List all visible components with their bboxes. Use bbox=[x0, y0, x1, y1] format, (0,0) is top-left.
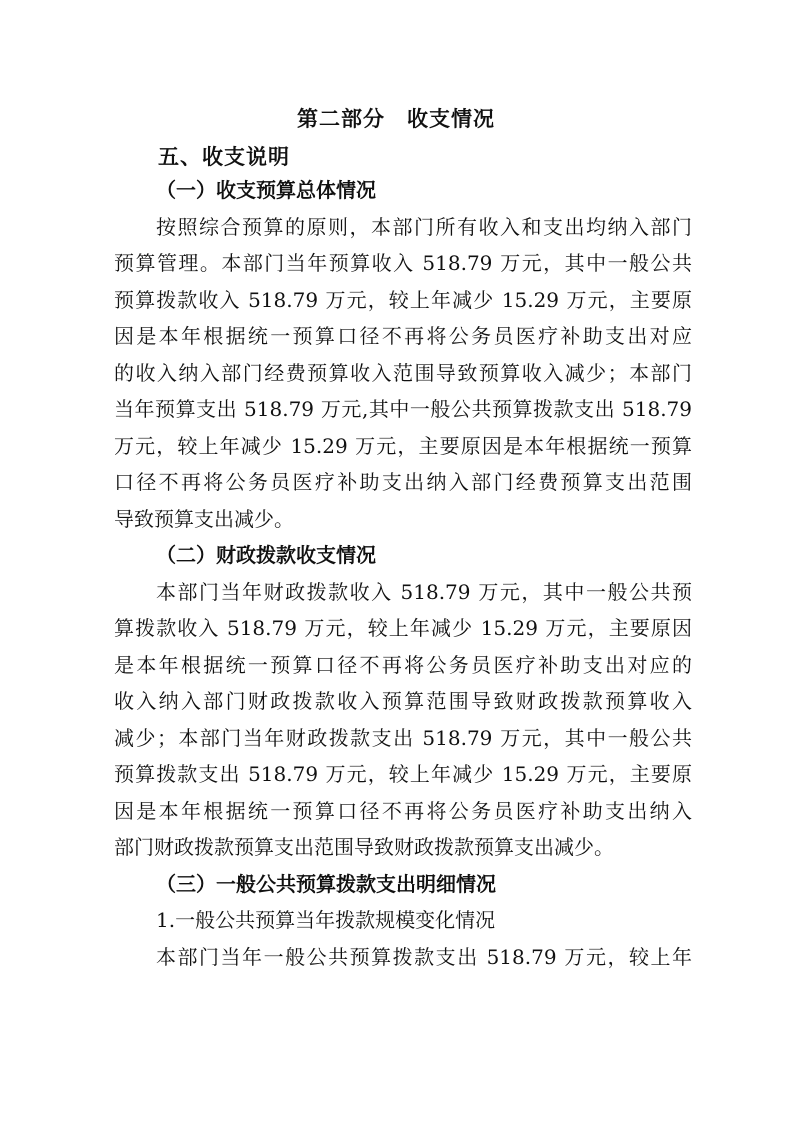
paragraph-line: 按照综合预算的原则，本部门所有收入和支出均纳入部门 bbox=[156, 214, 692, 239]
paragraph-line: 本部门当年一般公共预算拨款支出 518.79 万元，较上年 bbox=[156, 944, 692, 969]
paragraph-line: 预算拨款收入 518.79 万元，较上年减少 15.29 万元，主要原 bbox=[114, 287, 692, 312]
paragraph-line: 算拨款收入 518.79 万元，较上年减少 15.29 万元，主要原因 bbox=[114, 616, 692, 640]
page-title: 第二部分 收支情况 bbox=[297, 106, 495, 131]
paragraph-line: 预算拨款支出 518.79 万元，较上年减少 15.29 万元，主要原 bbox=[114, 762, 692, 786]
numbered-item-heading: 1.一般公共预算当年拨款规模变化情况 bbox=[156, 908, 496, 932]
paragraph-line: 口径不再将公务员医疗补助支出纳入部门经费预算支出范围 bbox=[114, 470, 692, 494]
paragraph-line: 的收入纳入部门经费预算收入范围导致预算收入减少；本部门 bbox=[114, 360, 692, 385]
subsection-heading-3: （三）一般公共预算拨款支出明细情况 bbox=[156, 871, 496, 896]
paragraph-line: 减少；本部门当年财政拨款支出 518.79 万元，其中一般公共 bbox=[114, 725, 692, 750]
paragraph-line: 当年预算支出 518.79 万元,其中一般公共预算拨款支出 518.79 bbox=[114, 397, 692, 421]
paragraph-line: 部门财政拨款预算支出范围导致财政拨款预算支出减少。 bbox=[114, 835, 614, 859]
paragraph-line: 万元，较上年减少 15.29 万元，主要原因是本年根据统一预算 bbox=[114, 433, 692, 458]
paragraph-line: 因是本年根据统一预算口径不再将公务员医疗补助支出纳入 bbox=[114, 798, 692, 823]
paragraph-line: 收入纳入部门财政拨款收入预算范围导致财政拨款预算收入 bbox=[114, 689, 692, 713]
subsection-heading-2: （二）财政拨款收支情况 bbox=[156, 543, 376, 567]
paragraph-line: 是本年根据统一预算口径不再将公务员医疗补助支出对应的 bbox=[114, 652, 692, 677]
section-heading: 五、收支说明 bbox=[158, 144, 290, 169]
paragraph-line: 导致预算支出减少。 bbox=[114, 506, 294, 531]
document-body bbox=[114, 172, 692, 975]
subsection-heading-1: （一）收支预算总体情况 bbox=[156, 178, 376, 202]
paragraph-line: 预算管理。本部门当年预算收入 518.79 万元，其中一般公共 bbox=[114, 251, 692, 275]
paragraph-line: 本部门当年财政拨款收入 518.79 万元，其中一般公共预 bbox=[156, 579, 692, 604]
paragraph-line: 因是本年根据统一预算口径不再将公务员医疗补助支出对应 bbox=[114, 324, 692, 348]
